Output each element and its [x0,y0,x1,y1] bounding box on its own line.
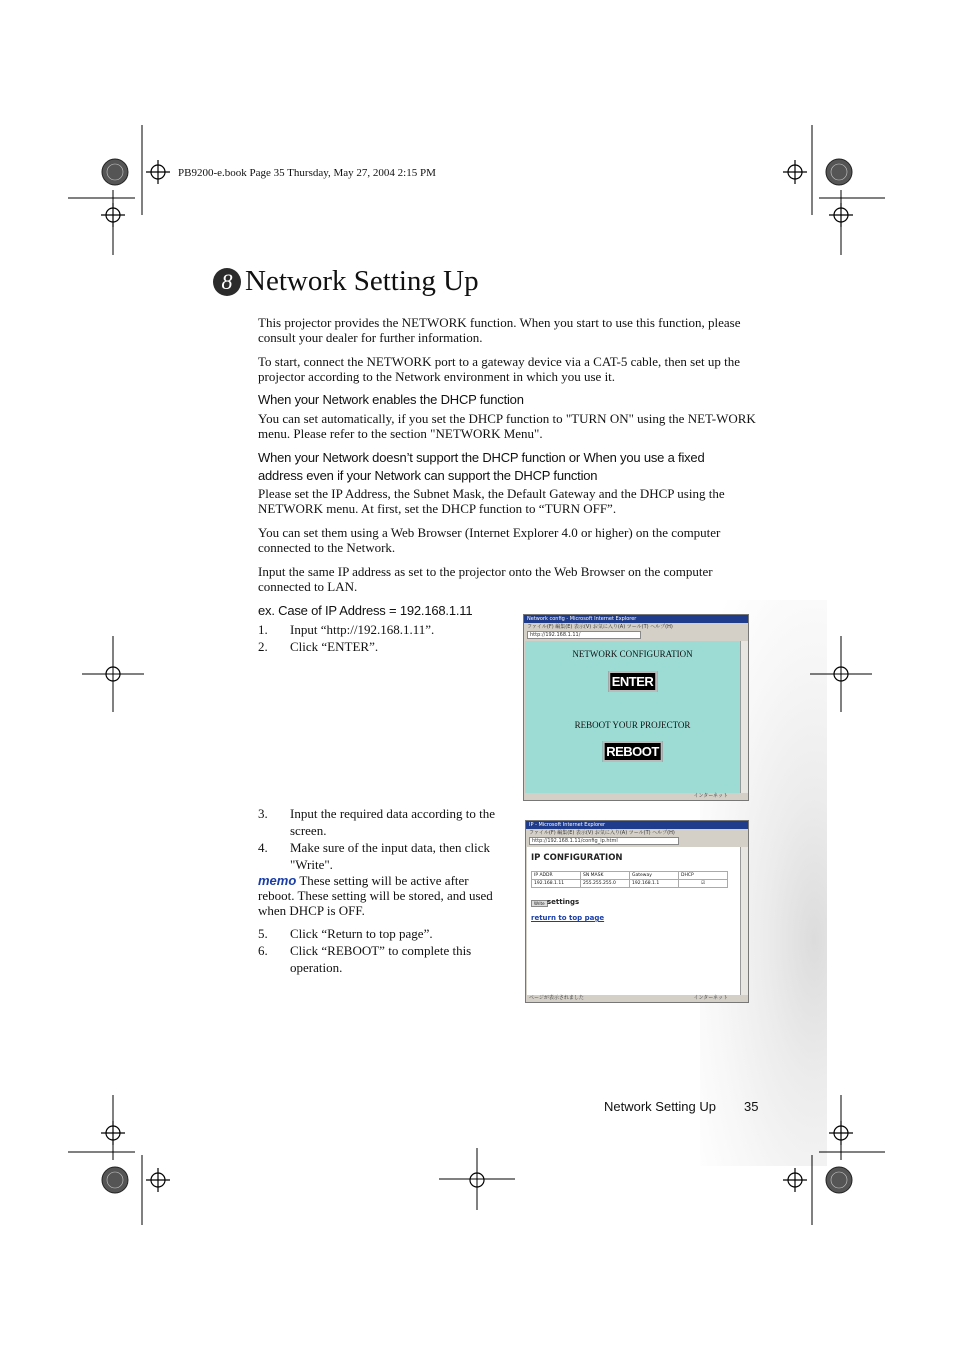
browser-paragraph: You can set them using a Web Browser (Internet Explorer 4.0 or higher) on the computer connected to the Network. [258,525,721,555]
menu-bar: ファイル(F) 編集(E) 表示(V) お気に入り(A) ツール(T) ヘルプ(H) [529,830,675,836]
ip-config-heading: IP CONFIGURATION [531,853,623,863]
dhcp-checkbox[interactable]: ☑ [679,880,728,888]
ip-addr-field[interactable]: 192.168.1.11 [532,880,581,888]
list-item: 1. Input “http://192.168.1.11”. [258,622,435,637]
scrollbar[interactable] [740,641,748,793]
memo-note [258,873,508,918]
dhcp-off-paragraph: Please set the IP Address, the Subnet Mask, the Default Gateway and the DHCP using the NETWORK menu. At first, set the DHCP function to “TURN OFF”. [258,486,725,516]
column-header: DHCP [679,872,728,880]
page-title: Network Setting Up [245,265,479,297]
column-header: Gateway [630,872,679,880]
ip-config-table [531,871,728,888]
list-item: 2. Click “ENTER”. [258,639,379,654]
subhead-example: ex. Case of IP Address = 192.168.1.11 [258,603,473,618]
write-button[interactable]: Write [531,900,548,907]
enter-button[interactable]: ENTER [608,671,658,692]
column-header: IP ADDR [532,872,581,880]
menu-bar: ファイル(F) 編集(E) 表示(V) お気に入り(A) ツール(T) ヘルプ(H) [527,624,673,630]
address-bar: http://192.168.1.11/ [524,631,748,639]
steps-list-b [258,805,508,873]
address-bar: http://192.168.1.11/config_ip.html [526,837,748,845]
page-content [525,641,740,793]
steps-list-c [258,925,508,976]
print-stamp: PB9200-e.book Page 35 Thursday, May 27, 2004 2:15 PM [178,167,436,179]
footer-section-title: Network Setting Up [604,1099,716,1114]
status-bar: ページが表示されました インターネット [526,995,748,1002]
list-item: 4. Make sure of the input data, then click "Write". [258,840,490,872]
page-number: 35 [744,1099,759,1114]
sn-mask-field[interactable]: 255.255.255.0 [581,880,630,888]
input-ip-paragraph: Input the same IP address as set to the projector onto the Web Browser on the computer connected to LAN. [258,564,713,594]
list-item: 3. Input the required data according to the screen. [258,806,496,838]
table-row [532,872,728,880]
memo-label: memo [258,873,297,888]
subhead-dhcp-not-supported: When your Network doesn’t support the DHCP function or When you use a fixed address even if your Network can support the DHCP function [258,450,705,483]
window-titlebar: Network config - Microsoft Internet Explorer [524,615,748,623]
status-bar: インターネット [524,793,748,800]
reboot-label: REBOOT YOUR PROJECTOR [574,720,691,730]
chapter-number-badge: 8 [213,268,241,296]
browser-screenshot-network-config [523,614,749,801]
scrollbar[interactable] [740,847,748,995]
list-item: 5. Click “Return to top page”. [258,926,433,941]
gateway-field[interactable]: 192.168.1.1 [630,880,679,888]
network-config-label: NETWORK CONFIGURATION [572,649,693,659]
column-header: SN MASK [581,872,630,880]
intro-paragraph-2: To start, connect the NETWORK port to a gateway device via a CAT-5 cable, then set up the projector according to the Network environment in which you use it. [258,354,740,384]
return-to-top-link[interactable]: return to top page [531,914,605,922]
settings-label: settings [547,898,580,906]
reboot-button[interactable]: REBOOT [602,741,663,762]
browser-screenshot-ip-config [525,820,749,1003]
table-row [532,880,728,888]
window-titlebar: IP - Microsoft Internet Explorer [526,821,748,829]
intro-paragraph-1: This projector provides the NETWORK function. When you start to use this function, please consult your dealer for further information. [258,315,741,345]
memo-text: These setting will be active after reboot. These setting will be stored, and used when DHCP is OFF. [258,873,493,918]
steps-list-a [258,621,508,655]
page-content [527,847,740,995]
subhead-dhcp-enabled: When your Network enables the DHCP function [258,392,524,407]
list-item: 6. Click “REBOOT” to complete this operation. [258,943,472,975]
dhcp-on-paragraph: You can set automatically, if you set the DHCP function to "TURN ON" using the NET-WORK menu. Please refer to the section "NETWORK Menu". [258,411,756,441]
